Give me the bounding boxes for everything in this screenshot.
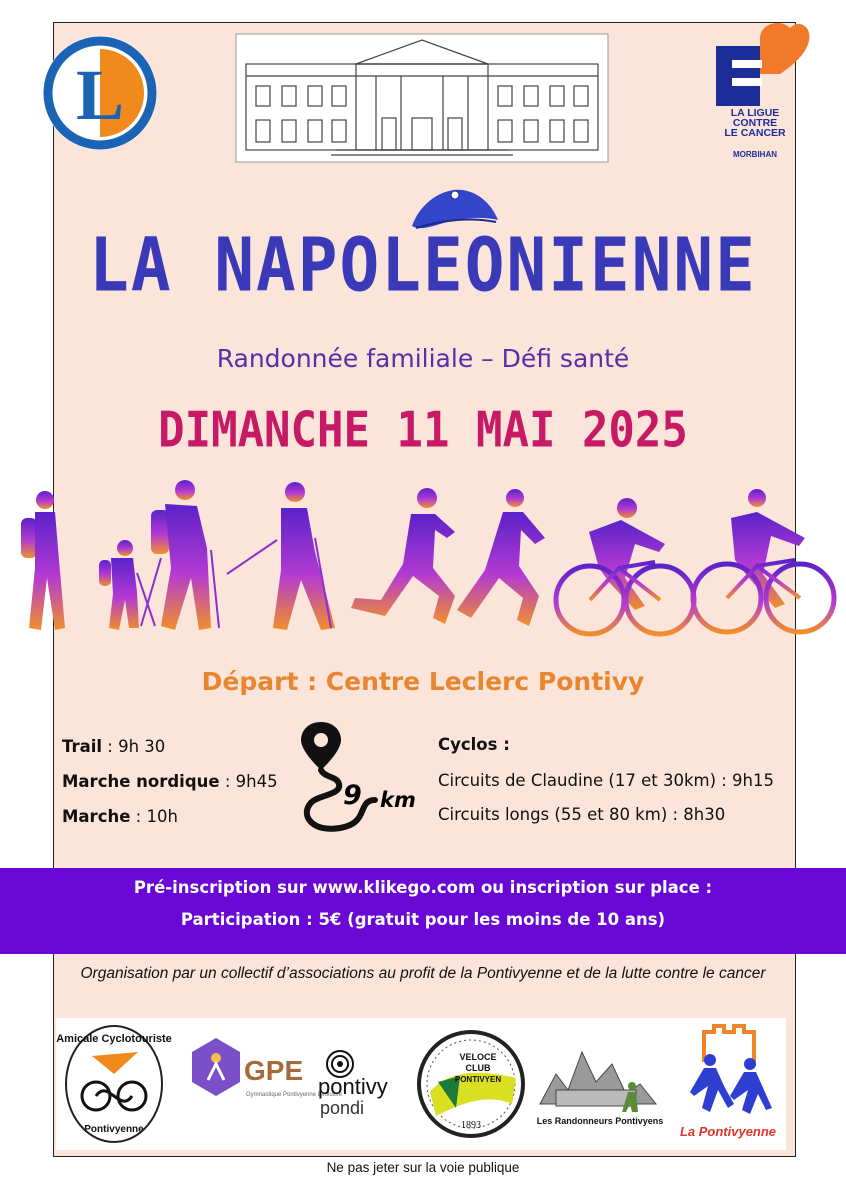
schedule-long: Circuits longs (55 et 80 km) : 8h30 [438,805,726,824]
leclerc-logo [40,33,160,153]
svg-text:Amicale Cyclotouriste: Amicale Cyclotouriste [56,1033,172,1045]
departure-location: Départ : Centre Leclerc Pontivy [201,667,645,696]
footer-note: Ne pas jeter sur la voie publique [326,1160,520,1175]
svg-text:1893: 1893 [461,1120,481,1131]
cyclist-man [556,498,694,634]
adult-hiker [141,480,219,630]
nordic-walker [227,482,335,630]
schedule-nordic: Marche nordique : 9h45 [62,772,278,791]
svg-text:VELOCE: VELOCE [459,1052,497,1062]
route-unit: km [380,788,416,812]
ligue-cancer-name: LA LIGUE CONTRE LE CANCER [724,107,786,139]
schedule-right [438,735,774,837]
svg-text:La Pontivyenne: La Pontivyenne [679,1124,777,1139]
event-date: DIMANCHE 11 MAI 2025 [158,401,688,460]
partner-logos [56,1018,786,1150]
event-subtitle: Randonnée familiale – Défi santé [216,344,630,373]
event-title: LA NAPOLEONIENNE [89,222,757,309]
route-distance: 9 [343,780,362,811]
leclerc-letter: L [75,55,125,135]
child-hiker [99,540,155,630]
trail-runner-man [351,488,455,624]
participation-fee: Participation : 5€ (gratuit pour les moins de 10 ans) [180,910,666,929]
schedule-trail: Trail : 9h 30 [62,737,166,756]
cyclist-woman [693,489,834,632]
registration-info: Pré-inscription sur www.klikego.com ou inscription sur place : [133,878,713,897]
cyclos-heading: Cyclos : [438,735,510,754]
building-illustration [236,34,608,162]
schedule-walk: Marche : 10h [62,807,178,826]
svg-text:Gymnastique Pontivyenne Evolut: Gymnastique Pontivyenne Evolutive [246,1092,343,1098]
la-pontivyenne-logo [674,1022,782,1146]
registration-band [0,868,846,954]
svg-text:pontivy: pontivy [318,1074,388,1099]
svg-text:pondi: pondi [320,1098,365,1118]
svg-text:GPE: GPE [244,1055,304,1086]
svg-text:PONTIVYEN: PONTIVYEN [454,1075,502,1084]
pontivy-pondi-logo [314,1048,410,1120]
ligue-cancer-logo [710,16,810,166]
trail-runner-woman [457,489,545,626]
schedule-claudine: Circuits de Claudine (17 et 30km) : 9h15 [438,771,775,790]
svg-text:CLUB: CLUB [465,1063,491,1073]
randonneurs-pontivyens-logo [536,1034,664,1134]
organisation-note: Organisation par un collectif d’associations au profit de la Pontivyenne et de la lutte contre le cancer [80,965,766,982]
svg-text:Les Randonneurs Pontivyens: Les Randonneurs Pontivyens [536,1116,664,1126]
svg-text:Pontivyenne: Pontivyenne [84,1124,144,1135]
veloce-club-logo [416,1022,526,1146]
activity-silhouettes [15,478,840,640]
hiker-with-backpack [21,491,65,630]
ligue-cancer-region: MORBIHAN [733,150,777,159]
schedule-left [62,735,278,840]
amicale-cyclotouriste-logo [56,1022,172,1146]
